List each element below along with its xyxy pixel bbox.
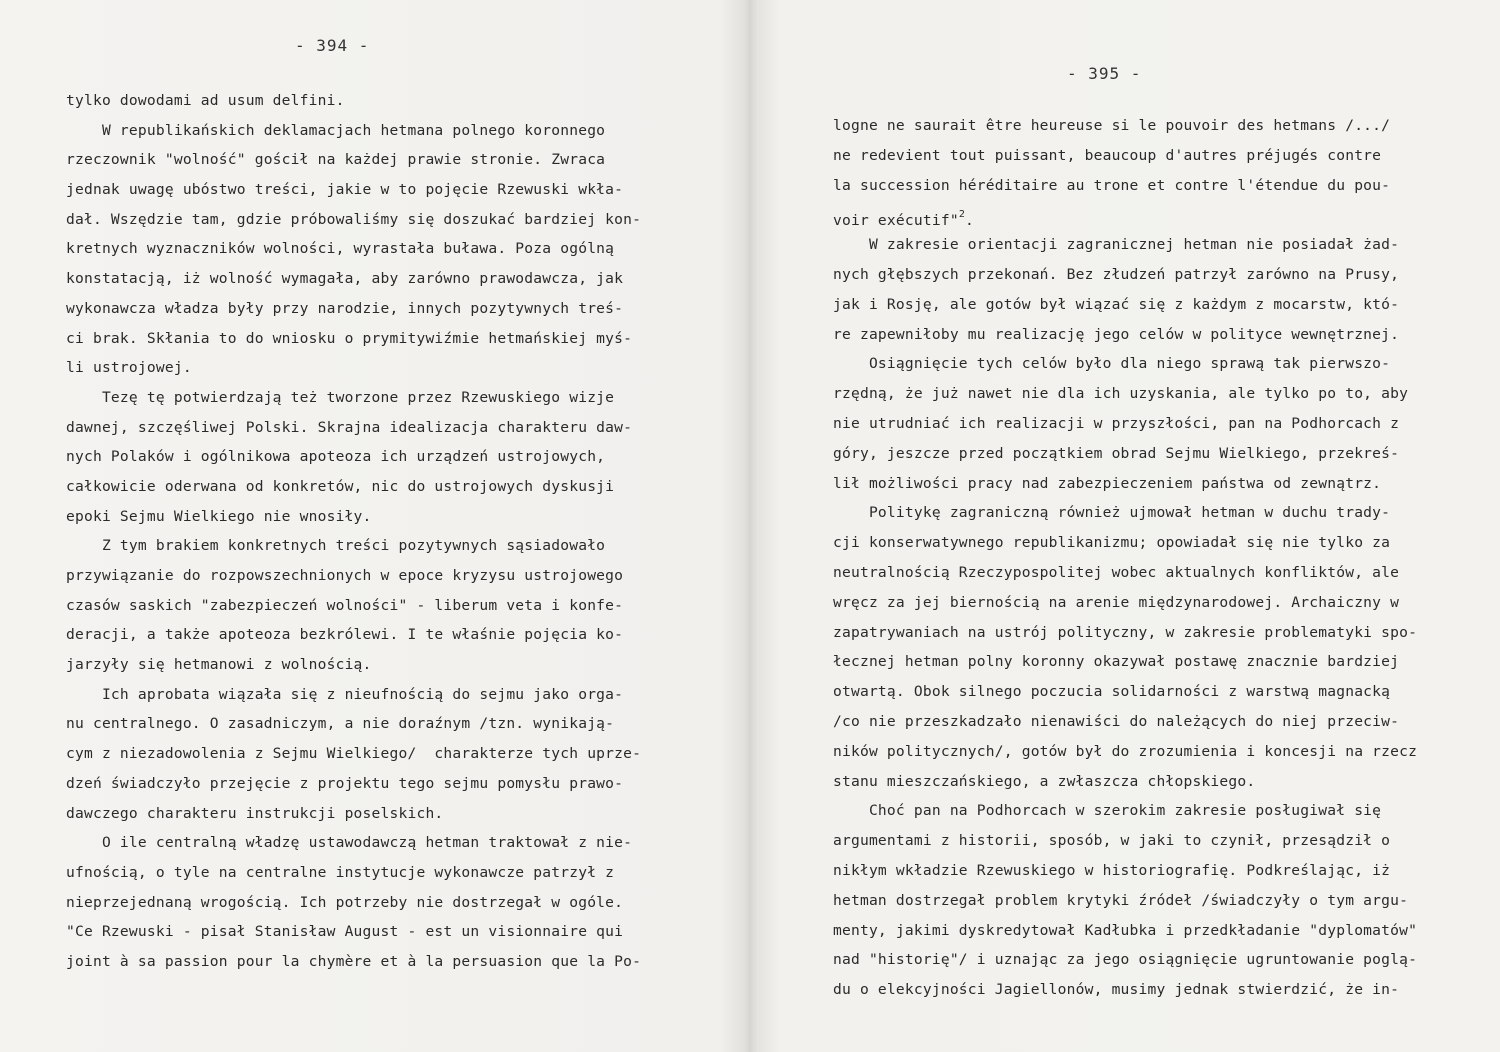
text-line: cji konserwatywnego republikanizmu; opowiadał się nie tylko za [833, 534, 1391, 552]
page-number: - 395 - [1067, 64, 1142, 83]
text-line: Ich aprobata wiązała się z nieufnością do sejmu jako orga- [66, 685, 624, 703]
text-line: tylko dowodami ad usum delfini. [66, 92, 345, 109]
text-line: logne ne saurait être heureuse si le pouvoir des hetmans /.../ [833, 117, 1391, 134]
text-line: hetman dostrzegał problem krytyki źródeł /świadczyły o tym argu- [833, 891, 1409, 909]
text-line: rzędną, że już nawet nie dla ich uzyskania, ale tylko po to, aby [833, 385, 1409, 403]
footnote-marker: 2 [958, 209, 966, 221]
text-line: Tezę tę potwierdzają też tworzone przez Rzewuskiego wizje [66, 388, 615, 406]
text-line: nu centralnego. O zasadniczym, a nie doraźnym /tzn. wynikają- [66, 715, 615, 733]
footnote-trailing-punctuation: . [965, 212, 975, 230]
left-page [0, 0, 745, 1052]
text-line: voir exécutif" [833, 212, 959, 230]
text-line: Osiągnięcie tych celów było dla niego sprawą tak pierwszo- [833, 355, 1391, 373]
text-line: joint à sa passion pour la chymère et à la persuasion que la Po- [66, 952, 642, 970]
text-line: cym z niezadowolenia z Sejmu Wielkiego/ charakterze tych uprze- [66, 745, 642, 763]
text-line: ne redevient tout puissant, beaucoup d'autres préjugés contre [833, 146, 1382, 164]
text-line: la succession héréditaire au trone et contre l'étendue du pou- [833, 176, 1391, 194]
text-line: /co nie przeszkadzało nienawiści do należących do niej przeciw- [833, 712, 1400, 730]
text-line: wykonawcza władza były przy narodzie, innych pozytywnych treś- [66, 299, 624, 317]
text-line: nieprzejednaną wrogością. Ich potrzeby nie dostrzegał w ogóle. [66, 893, 624, 911]
text-line: nikłym wkładzie Rzewuskiego w historiografię. Podkreślając, iż [833, 861, 1391, 879]
text-line: ufnością, o tyle na centralne instytucje wykonawcze patrzył z [66, 863, 615, 881]
text-line: du o elekcyjności Jagiellonów, musimy jednak stwierdzić, że in- [833, 981, 1400, 999]
text-line: konstatacją, iż wolność wymagała, aby zarówno prawodawcza, jak [66, 270, 624, 288]
text-line: Z tym brakiem konkretnych treści pozytywnych sąsiadowało [66, 537, 606, 555]
text-line: kretnych wyznaczników wolności, wyrastała buława. Poza ogólną [66, 240, 615, 258]
text-line: dawczego charakteru instrukcji poselskich. [66, 804, 444, 822]
text-line: re zapewniłoby mu realizację jego celów w polityce wewnętrznej. [833, 325, 1400, 343]
text-line: nad "historię"/ i uznając za jego osiągnięcie ugruntowanie poglą- [833, 951, 1418, 969]
text-line: stanu mieszczańskiego, a zwłaszcza chłopskiego. [833, 772, 1256, 790]
text-line: W zakresie orientacji zagranicznej hetman nie posiadał żad- [833, 236, 1400, 254]
text-line-with-footnote [833, 200, 1433, 230]
text-line: otwartą. Obok silnego poczucia solidarności z warstwą magnacką [833, 683, 1391, 701]
text-line: wręcz za jej biernością na arenie międzynarodowej. Archaiczny w [833, 593, 1400, 611]
text-line: dawnej, szczęśliwej Polski. Skrajna idealizacja charakteru daw- [66, 418, 633, 436]
text-line: li ustrojowej. [66, 359, 192, 377]
text-line: ci brak. Skłania to do wniosku o prymitywiźmie hetmańskiej myś- [66, 329, 633, 347]
text-line: jednak uwagę ubóstwo treści, jakie w to pojęcie Rzewuski wkła- [66, 181, 624, 199]
text-line: zapatrywaniach na ustrój polityczny, w zakresie problematyki spo- [833, 623, 1418, 641]
text-line: nych głębszych przekonań. Bez złudzeń patrzył zarówno na Prusy, [833, 265, 1400, 283]
text-line: "Ce Rzewuski - pisał Stanisław August - est un visionnaire qui [66, 923, 624, 941]
right-page-text [833, 111, 1433, 1005]
text-line: Politykę zagraniczną również ujmował hetman w duchu trady- [833, 504, 1391, 522]
text-line: góry, jeszcze przed początkiem obrad Sejmu Wielkiego, przekreś- [833, 444, 1400, 462]
text-line: argumentami z historii, sposób, w jaki to czynił, przesądził o [833, 832, 1391, 850]
text-line: ników politycznych/, gotów był do zrozumienia i koncesji na rzecz [833, 742, 1418, 760]
text-line: dzeń świadczyło przejęcie z projektu tego sejmu pomysłu prawo- [66, 774, 624, 792]
text-line: menty, jakimi dyskredytował Kadłubka i przedkładanie "dyplomatów" [833, 921, 1418, 939]
text-line: jak i Rosję, ale gotów był wiązać się z każdym z mocarstw, któ- [833, 295, 1400, 313]
text-line: nych Polaków i ogólnikowa apoteoza ich urządzeń ustrojowych, [66, 448, 606, 466]
text-line: dał. Wszędzie tam, gdzie próbowaliśmy się doszukać bardziej kon- [66, 210, 642, 228]
text-line: deracji, a także apoteoza bezkrólewi. I te właśnie pojęcia ko- [66, 626, 624, 644]
right-page [755, 0, 1500, 1052]
text-line: jarzyły się hetmanowi z wolnością. [66, 656, 372, 674]
text-line: lił możliwości pracy nad zabezpieczeniem państwa od zewnątrz. [833, 474, 1382, 492]
text-line: Choć pan na Podhorcach w szerokim zakresie posługiwał się [833, 802, 1382, 820]
text-line: przywiązanie do rozpowszechnionych w epoce kryzysu ustrojowego [66, 567, 624, 584]
text-line: czasów saskich "zabezpieczeń wolności" - liberum veta i konfe- [66, 596, 624, 614]
text-line: rzeczownik "wolność" gościł na każdej prawie stronie. Zwraca [66, 151, 606, 169]
left-page-text [66, 86, 666, 977]
text-line: łecznej hetman polny koronny okazywał postawę znacznie bardziej [833, 653, 1400, 671]
text-line: nie utrudniać ich realizacji w przyszłości, pan na Podhorcach z [833, 414, 1400, 432]
text-line: całkowicie oderwana od konkretów, nic do ustrojowych dyskusji [66, 477, 615, 495]
page-number: - 394 - [295, 36, 370, 55]
text-line: W republikańskich deklamacjach hetmana polnego koronnego [66, 121, 606, 139]
text-line: O ile centralną władzę ustawodawczą hetman traktował z nie- [66, 834, 633, 852]
text-line: neutralnością Rzeczypospolitej wobec aktualnych konfliktów, ale [833, 563, 1400, 581]
text-line: epoki Sejmu Wielkiego nie wnosiły. [66, 507, 372, 525]
